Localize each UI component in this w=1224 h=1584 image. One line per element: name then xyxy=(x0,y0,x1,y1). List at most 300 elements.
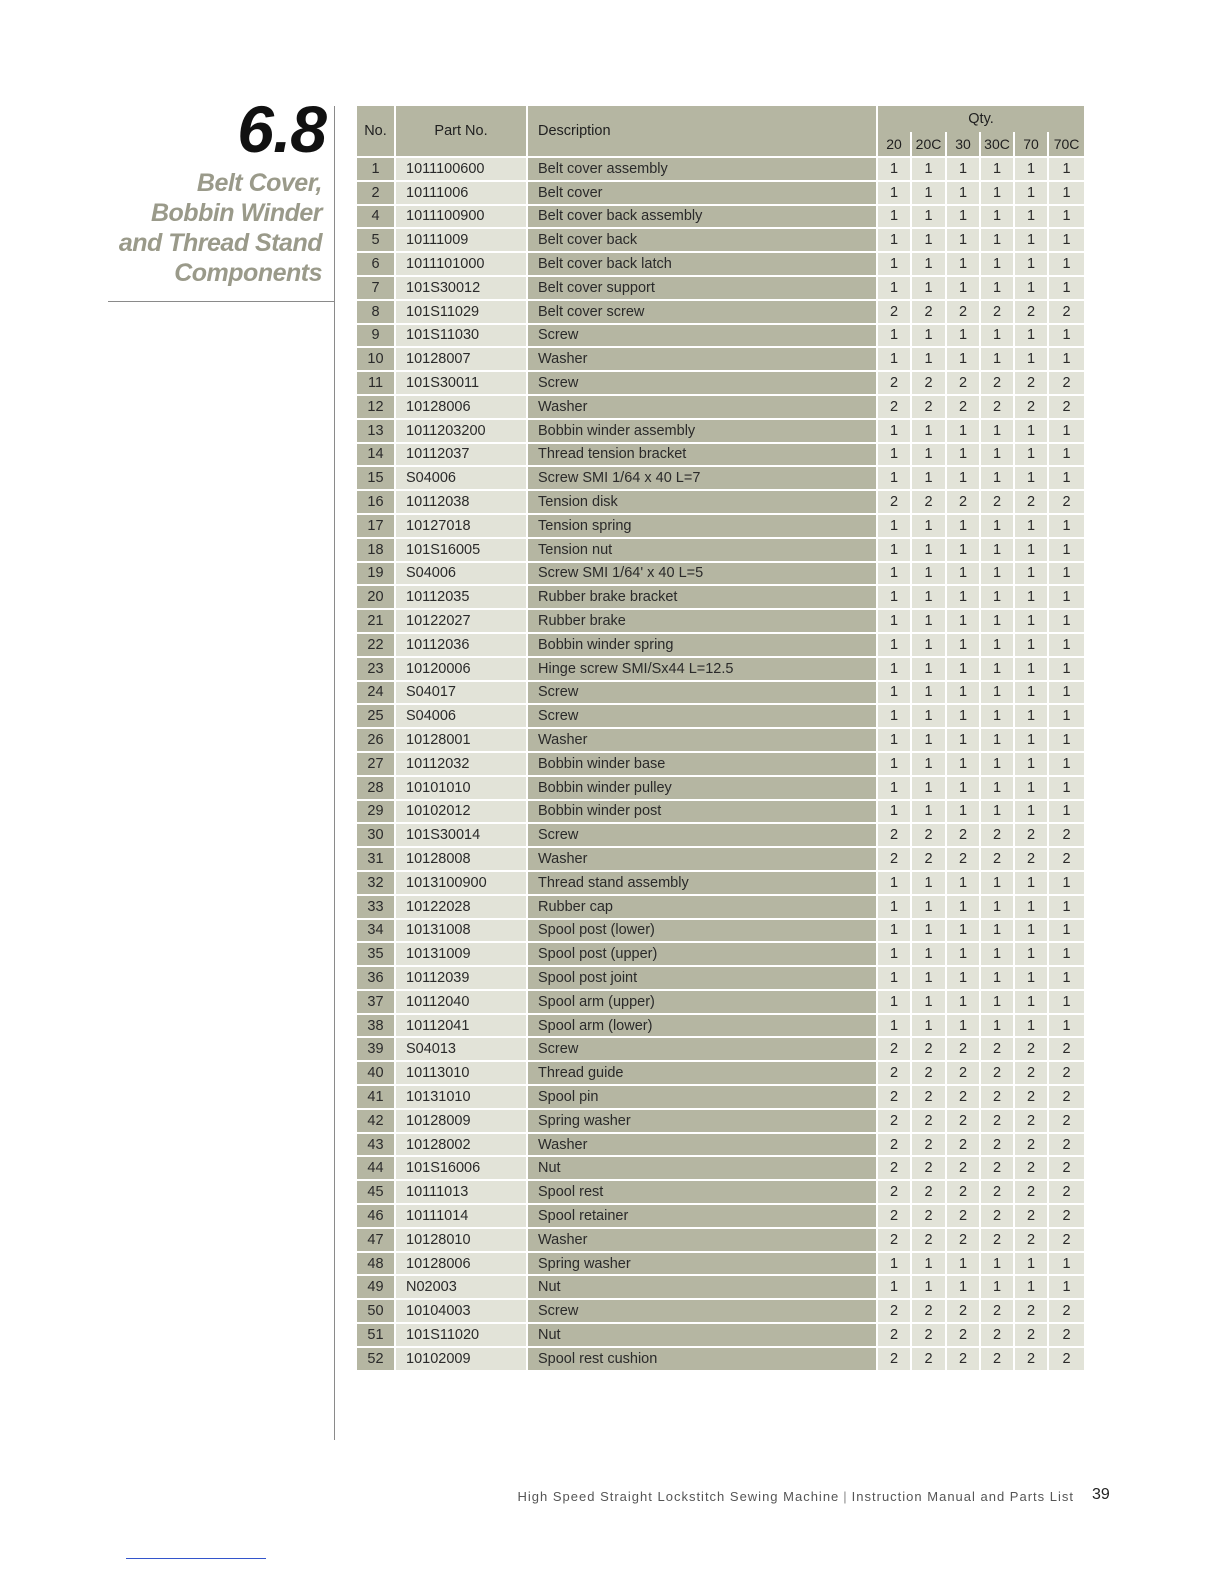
table-body xyxy=(357,157,1084,1371)
qty-cell: 1 xyxy=(1048,324,1084,348)
qty-cell: 1 xyxy=(946,609,980,633)
qty-cell: 1 xyxy=(1048,800,1084,824)
qty-cell: 1 xyxy=(946,919,980,943)
qty-cell: 1 xyxy=(1048,657,1084,681)
qty-cell: 2 xyxy=(911,1061,946,1085)
qty-cell: 2 xyxy=(1014,1180,1048,1204)
qty-cell: 1 xyxy=(1014,871,1048,895)
qty-cell: 1 xyxy=(980,538,1014,562)
qty-cell: 1 xyxy=(1048,562,1084,586)
row-number: 20 xyxy=(357,585,395,609)
row-number: 41 xyxy=(357,1085,395,1109)
qty-cell: 1 xyxy=(946,633,980,657)
qty-cell: 1 xyxy=(946,990,980,1014)
qty-cell: 2 xyxy=(946,371,980,395)
table-row xyxy=(357,990,1084,1014)
part-number: 10120006 xyxy=(395,657,527,681)
table-row xyxy=(357,419,1084,443)
qty-cell: 1 xyxy=(1014,252,1048,276)
qty-cell: 2 xyxy=(911,1037,946,1061)
qty-cell: 2 xyxy=(980,1133,1014,1157)
row-number: 18 xyxy=(357,538,395,562)
row-number: 6 xyxy=(357,252,395,276)
qty-cell: 1 xyxy=(877,205,911,229)
qty-cell: 1 xyxy=(1014,776,1048,800)
part-description: Bobbin winder assembly xyxy=(527,419,877,443)
qty-cell: 2 xyxy=(1048,823,1084,847)
part-description: Belt cover assembly xyxy=(527,157,877,181)
qty-cell: 1 xyxy=(877,1014,911,1038)
qty-cell: 1 xyxy=(1014,419,1048,443)
table-row xyxy=(357,728,1084,752)
qty-cell: 1 xyxy=(980,347,1014,371)
qty-cell: 2 xyxy=(1014,1061,1048,1085)
table-row xyxy=(357,538,1084,562)
qty-cell: 1 xyxy=(877,728,911,752)
part-description: Washer xyxy=(527,347,877,371)
qty-cell: 1 xyxy=(911,776,946,800)
footer xyxy=(518,1489,1074,1504)
qty-cell: 2 xyxy=(911,1299,946,1323)
qty-cell: 2 xyxy=(911,395,946,419)
qty-cell: 1 xyxy=(980,252,1014,276)
part-number: 10128006 xyxy=(395,395,527,419)
qty-cell: 2 xyxy=(980,1085,1014,1109)
part-description: Spool rest xyxy=(527,1180,877,1204)
qty-cell: 1 xyxy=(946,800,980,824)
qty-cell: 1 xyxy=(877,681,911,705)
qty-cell: 1 xyxy=(911,514,946,538)
row-number: 4 xyxy=(357,205,395,229)
qty-cell: 1 xyxy=(1014,633,1048,657)
qty-cell: 1 xyxy=(1014,609,1048,633)
part-number: 101S11029 xyxy=(395,300,527,324)
table-row xyxy=(357,490,1084,514)
table-row xyxy=(357,1037,1084,1061)
part-description: Spool post joint xyxy=(527,966,877,990)
row-number: 50 xyxy=(357,1299,395,1323)
part-number: 10128009 xyxy=(395,1109,527,1133)
qty-cell: 1 xyxy=(911,681,946,705)
row-number: 5 xyxy=(357,228,395,252)
qty-cell: 1 xyxy=(911,919,946,943)
part-description: Washer xyxy=(527,1133,877,1157)
qty-cell: 2 xyxy=(911,490,946,514)
part-number: 10112037 xyxy=(395,443,527,467)
qty-cell: 1 xyxy=(911,538,946,562)
part-description: Tension disk xyxy=(527,490,877,514)
part-number: 1011101000 xyxy=(395,252,527,276)
qty-cell: 2 xyxy=(1048,490,1084,514)
row-number: 13 xyxy=(357,419,395,443)
qty-cell: 1 xyxy=(877,752,911,776)
part-description: Bobbin winder post xyxy=(527,800,877,824)
qty-cell: 1 xyxy=(946,728,980,752)
qty-cell: 2 xyxy=(877,1109,911,1133)
part-description: Rubber brake xyxy=(527,609,877,633)
qty-cell: 1 xyxy=(1014,466,1048,490)
qty-cell: 2 xyxy=(946,490,980,514)
qty-cell: 1 xyxy=(980,942,1014,966)
qty-cell: 1 xyxy=(980,704,1014,728)
table-row xyxy=(357,1323,1084,1347)
qty-cell: 1 xyxy=(980,562,1014,586)
qty-cell: 2 xyxy=(1048,1133,1084,1157)
qty-cell: 1 xyxy=(1048,776,1084,800)
row-number: 19 xyxy=(357,562,395,586)
qty-cell: 1 xyxy=(911,657,946,681)
qty-cell: 1 xyxy=(911,704,946,728)
qty-cell: 2 xyxy=(980,1228,1014,1252)
part-number: 101S11030 xyxy=(395,324,527,348)
part-description: Thread tension bracket xyxy=(527,443,877,467)
part-number: 101S11020 xyxy=(395,1323,527,1347)
qty-cell: 2 xyxy=(946,1228,980,1252)
row-number: 37 xyxy=(357,990,395,1014)
part-description: Spool post (upper) xyxy=(527,942,877,966)
part-number: 10112035 xyxy=(395,585,527,609)
part-number: 10127018 xyxy=(395,514,527,538)
qty-cell: 2 xyxy=(877,1156,911,1180)
part-description: Rubber cap xyxy=(527,895,877,919)
qty-cell: 1 xyxy=(877,776,911,800)
qty-cell: 2 xyxy=(1014,300,1048,324)
table-row xyxy=(357,1347,1084,1371)
qty-cell: 2 xyxy=(1014,1156,1048,1180)
section-title-line: Components xyxy=(174,259,322,287)
table-row xyxy=(357,681,1084,705)
qty-cell: 1 xyxy=(1048,919,1084,943)
table-row xyxy=(357,919,1084,943)
qty-cell: 2 xyxy=(946,1204,980,1228)
qty-cell: 1 xyxy=(877,633,911,657)
qty-cell: 1 xyxy=(877,347,911,371)
qty-cell: 2 xyxy=(980,395,1014,419)
part-number: 10112040 xyxy=(395,990,527,1014)
qty-cell: 1 xyxy=(911,1275,946,1299)
row-number: 12 xyxy=(357,395,395,419)
qty-cell: 1 xyxy=(980,895,1014,919)
table-row xyxy=(357,562,1084,586)
qty-cell: 1 xyxy=(1048,205,1084,229)
part-number: 10112039 xyxy=(395,966,527,990)
qty-cell: 1 xyxy=(1048,990,1084,1014)
part-number: 10112036 xyxy=(395,633,527,657)
header-part-no: Part No. xyxy=(395,106,527,157)
qty-cell: 2 xyxy=(946,823,980,847)
qty-cell: 2 xyxy=(1014,1323,1048,1347)
part-number: 10111006 xyxy=(395,181,527,205)
qty-cell: 1 xyxy=(877,157,911,181)
part-description: Screw xyxy=(527,324,877,348)
qty-cell: 1 xyxy=(1048,228,1084,252)
qty-cell: 1 xyxy=(911,324,946,348)
qty-cell: 1 xyxy=(1014,514,1048,538)
row-number: 38 xyxy=(357,1014,395,1038)
qty-cell: 1 xyxy=(1048,752,1084,776)
qty-cell: 1 xyxy=(911,466,946,490)
table-row xyxy=(357,157,1084,181)
row-number: 22 xyxy=(357,633,395,657)
qty-cell: 2 xyxy=(877,1228,911,1252)
qty-cell: 2 xyxy=(946,1133,980,1157)
header-no: No. xyxy=(357,106,395,157)
qty-cell: 1 xyxy=(946,324,980,348)
table-row xyxy=(357,1085,1084,1109)
qty-cell: 1 xyxy=(980,1275,1014,1299)
qty-cell: 1 xyxy=(911,252,946,276)
table-row xyxy=(357,395,1084,419)
table-row xyxy=(357,1228,1084,1252)
table-row xyxy=(357,823,1084,847)
qty-cell: 1 xyxy=(877,324,911,348)
part-number: 10128010 xyxy=(395,1228,527,1252)
part-number: 10128001 xyxy=(395,728,527,752)
qty-cell: 2 xyxy=(946,1323,980,1347)
row-number: 29 xyxy=(357,800,395,824)
qty-cell: 1 xyxy=(911,205,946,229)
qty-cell: 1 xyxy=(946,966,980,990)
qty-cell: 1 xyxy=(877,252,911,276)
row-number: 28 xyxy=(357,776,395,800)
part-description: Washer xyxy=(527,728,877,752)
table-row xyxy=(357,1014,1084,1038)
qty-cell: 1 xyxy=(877,800,911,824)
qty-cell: 2 xyxy=(980,1323,1014,1347)
qty-cell: 1 xyxy=(911,157,946,181)
part-description: Tension nut xyxy=(527,538,877,562)
qty-cell: 2 xyxy=(911,1085,946,1109)
qty-cell: 1 xyxy=(946,776,980,800)
qty-cell: 1 xyxy=(877,181,911,205)
qty-cell: 1 xyxy=(911,752,946,776)
qty-cell: 1 xyxy=(946,752,980,776)
table-row xyxy=(357,1156,1084,1180)
qty-cell: 1 xyxy=(1048,157,1084,181)
qty-cell: 1 xyxy=(877,1275,911,1299)
qty-cell: 2 xyxy=(980,1061,1014,1085)
qty-cell: 2 xyxy=(980,1204,1014,1228)
part-number: 1011203200 xyxy=(395,419,527,443)
qty-cell: 2 xyxy=(877,823,911,847)
part-number: 101S16005 xyxy=(395,538,527,562)
qty-cell: 1 xyxy=(877,276,911,300)
qty-cell: 1 xyxy=(877,228,911,252)
part-description: Belt cover back latch xyxy=(527,252,877,276)
table-header xyxy=(357,106,1084,157)
part-number: 10122028 xyxy=(395,895,527,919)
qty-cell: 1 xyxy=(946,681,980,705)
qty-cell: 2 xyxy=(980,847,1014,871)
part-description: Spool arm (upper) xyxy=(527,990,877,1014)
qty-cell: 2 xyxy=(877,1323,911,1347)
qty-cell: 1 xyxy=(877,895,911,919)
part-description: Spool arm (lower) xyxy=(527,1014,877,1038)
row-number: 16 xyxy=(357,490,395,514)
part-description: Thread guide xyxy=(527,1061,877,1085)
table-row xyxy=(357,466,1084,490)
header-description: Description xyxy=(527,106,877,157)
row-number: 52 xyxy=(357,1347,395,1371)
table-row xyxy=(357,871,1084,895)
row-number: 8 xyxy=(357,300,395,324)
part-description: Spool rest cushion xyxy=(527,1347,877,1371)
qty-cell: 1 xyxy=(1048,466,1084,490)
qty-cell: 1 xyxy=(980,609,1014,633)
qty-cell: 2 xyxy=(1048,1180,1084,1204)
part-description: Bobbin winder base xyxy=(527,752,877,776)
qty-cell: 1 xyxy=(946,181,980,205)
qty-cell: 2 xyxy=(1048,1156,1084,1180)
part-number: 1011100600 xyxy=(395,157,527,181)
qty-cell: 1 xyxy=(946,514,980,538)
qty-cell: 2 xyxy=(1048,395,1084,419)
qty-cell: 2 xyxy=(877,1204,911,1228)
qty-cell: 1 xyxy=(911,443,946,467)
qty-cell: 1 xyxy=(980,276,1014,300)
vertical-divider xyxy=(334,106,335,1440)
qty-cell: 1 xyxy=(1048,895,1084,919)
part-number: 10111014 xyxy=(395,1204,527,1228)
qty-cell: 1 xyxy=(911,276,946,300)
row-number: 26 xyxy=(357,728,395,752)
part-description: Screw SMI 1/64 x 40 L=7 xyxy=(527,466,877,490)
qty-cell: 1 xyxy=(980,443,1014,467)
qty-cell: 1 xyxy=(946,157,980,181)
table-row xyxy=(357,347,1084,371)
part-number: 101S30012 xyxy=(395,276,527,300)
qty-cell: 1 xyxy=(946,205,980,229)
qty-cell: 2 xyxy=(877,395,911,419)
part-description: Belt cover support xyxy=(527,276,877,300)
row-number: 49 xyxy=(357,1275,395,1299)
qty-cell: 1 xyxy=(911,871,946,895)
part-number: 101S30014 xyxy=(395,823,527,847)
table-row xyxy=(357,800,1084,824)
table-row xyxy=(357,514,1084,538)
qty-cell: 1 xyxy=(911,1252,946,1276)
qty-cell: 1 xyxy=(1048,181,1084,205)
part-description: Bobbin winder pulley xyxy=(527,776,877,800)
qty-cell: 1 xyxy=(1014,895,1048,919)
row-number: 9 xyxy=(357,324,395,348)
qty-cell: 2 xyxy=(877,1180,911,1204)
footer-title: High Speed Straight Lockstitch Sewing Machine xyxy=(517,1489,840,1504)
row-number: 34 xyxy=(357,919,395,943)
qty-cell: 2 xyxy=(877,371,911,395)
qty-cell: 1 xyxy=(1048,609,1084,633)
table-row xyxy=(357,276,1084,300)
qty-cell: 2 xyxy=(1048,1299,1084,1323)
qty-cell: 1 xyxy=(1014,228,1048,252)
part-description: Screw xyxy=(527,681,877,705)
qty-cell: 2 xyxy=(946,1085,980,1109)
qty-cell: 1 xyxy=(1014,157,1048,181)
qty-cell: 1 xyxy=(980,919,1014,943)
qty-cell: 2 xyxy=(1014,1228,1048,1252)
qty-cell: 2 xyxy=(1014,1347,1048,1371)
row-number: 30 xyxy=(357,823,395,847)
part-description: Screw xyxy=(527,1037,877,1061)
qty-cell: 1 xyxy=(1014,181,1048,205)
qty-cell: 2 xyxy=(911,1323,946,1347)
qty-cell: 1 xyxy=(877,585,911,609)
page-number: 39 xyxy=(1092,1486,1110,1503)
qty-cell: 1 xyxy=(980,633,1014,657)
qty-cell: 1 xyxy=(1048,871,1084,895)
qty-cell: 2 xyxy=(1048,1037,1084,1061)
part-description: Belt cover screw xyxy=(527,300,877,324)
qty-cell: 1 xyxy=(1048,419,1084,443)
qty-cell: 1 xyxy=(877,942,911,966)
qty-cell: 1 xyxy=(1014,324,1048,348)
row-number: 42 xyxy=(357,1109,395,1133)
qty-cell: 1 xyxy=(1048,252,1084,276)
qty-cell: 1 xyxy=(980,990,1014,1014)
row-number: 46 xyxy=(357,1204,395,1228)
row-number: 47 xyxy=(357,1228,395,1252)
part-description: Washer xyxy=(527,1228,877,1252)
qty-cell: 1 xyxy=(911,585,946,609)
row-number: 23 xyxy=(357,657,395,681)
qty-cell: 1 xyxy=(1048,585,1084,609)
row-number: 7 xyxy=(357,276,395,300)
part-number: 10122027 xyxy=(395,609,527,633)
qty-cell: 1 xyxy=(980,752,1014,776)
part-description: Spool retainer xyxy=(527,1204,877,1228)
part-description: Spring washer xyxy=(527,1109,877,1133)
table-row xyxy=(357,942,1084,966)
qty-cell: 1 xyxy=(911,1014,946,1038)
qty-cell: 2 xyxy=(946,1061,980,1085)
bottom-rule xyxy=(126,1558,266,1559)
part-description: Washer xyxy=(527,395,877,419)
part-number: 10131009 xyxy=(395,942,527,966)
part-number: 101S16006 xyxy=(395,1156,527,1180)
table-row xyxy=(357,205,1084,229)
qty-cell: 1 xyxy=(1014,562,1048,586)
row-number: 11 xyxy=(357,371,395,395)
qty-cell: 1 xyxy=(946,704,980,728)
part-number: 10102012 xyxy=(395,800,527,824)
qty-cell: 1 xyxy=(980,871,1014,895)
qty-cell: 1 xyxy=(1014,205,1048,229)
row-number: 1 xyxy=(357,157,395,181)
part-description: Washer xyxy=(527,847,877,871)
row-number: 27 xyxy=(357,752,395,776)
part-description: Belt cover back assembly xyxy=(527,205,877,229)
qty-cell: 1 xyxy=(946,562,980,586)
qty-cell: 1 xyxy=(946,657,980,681)
header-model: 20 xyxy=(877,132,911,157)
part-number: 10112041 xyxy=(395,1014,527,1038)
qty-cell: 2 xyxy=(1014,1204,1048,1228)
qty-cell: 2 xyxy=(1048,300,1084,324)
qty-cell: 1 xyxy=(1014,1252,1048,1276)
qty-cell: 1 xyxy=(1048,276,1084,300)
qty-cell: 2 xyxy=(946,395,980,419)
qty-cell: 2 xyxy=(877,1061,911,1085)
qty-cell: 1 xyxy=(1048,514,1084,538)
table-row xyxy=(357,1299,1084,1323)
qty-cell: 2 xyxy=(1014,490,1048,514)
part-description: Nut xyxy=(527,1275,877,1299)
header-model: 30C xyxy=(980,132,1014,157)
qty-cell: 1 xyxy=(1048,1014,1084,1038)
qty-cell: 1 xyxy=(946,1275,980,1299)
table-row xyxy=(357,1275,1084,1299)
qty-cell: 1 xyxy=(911,228,946,252)
